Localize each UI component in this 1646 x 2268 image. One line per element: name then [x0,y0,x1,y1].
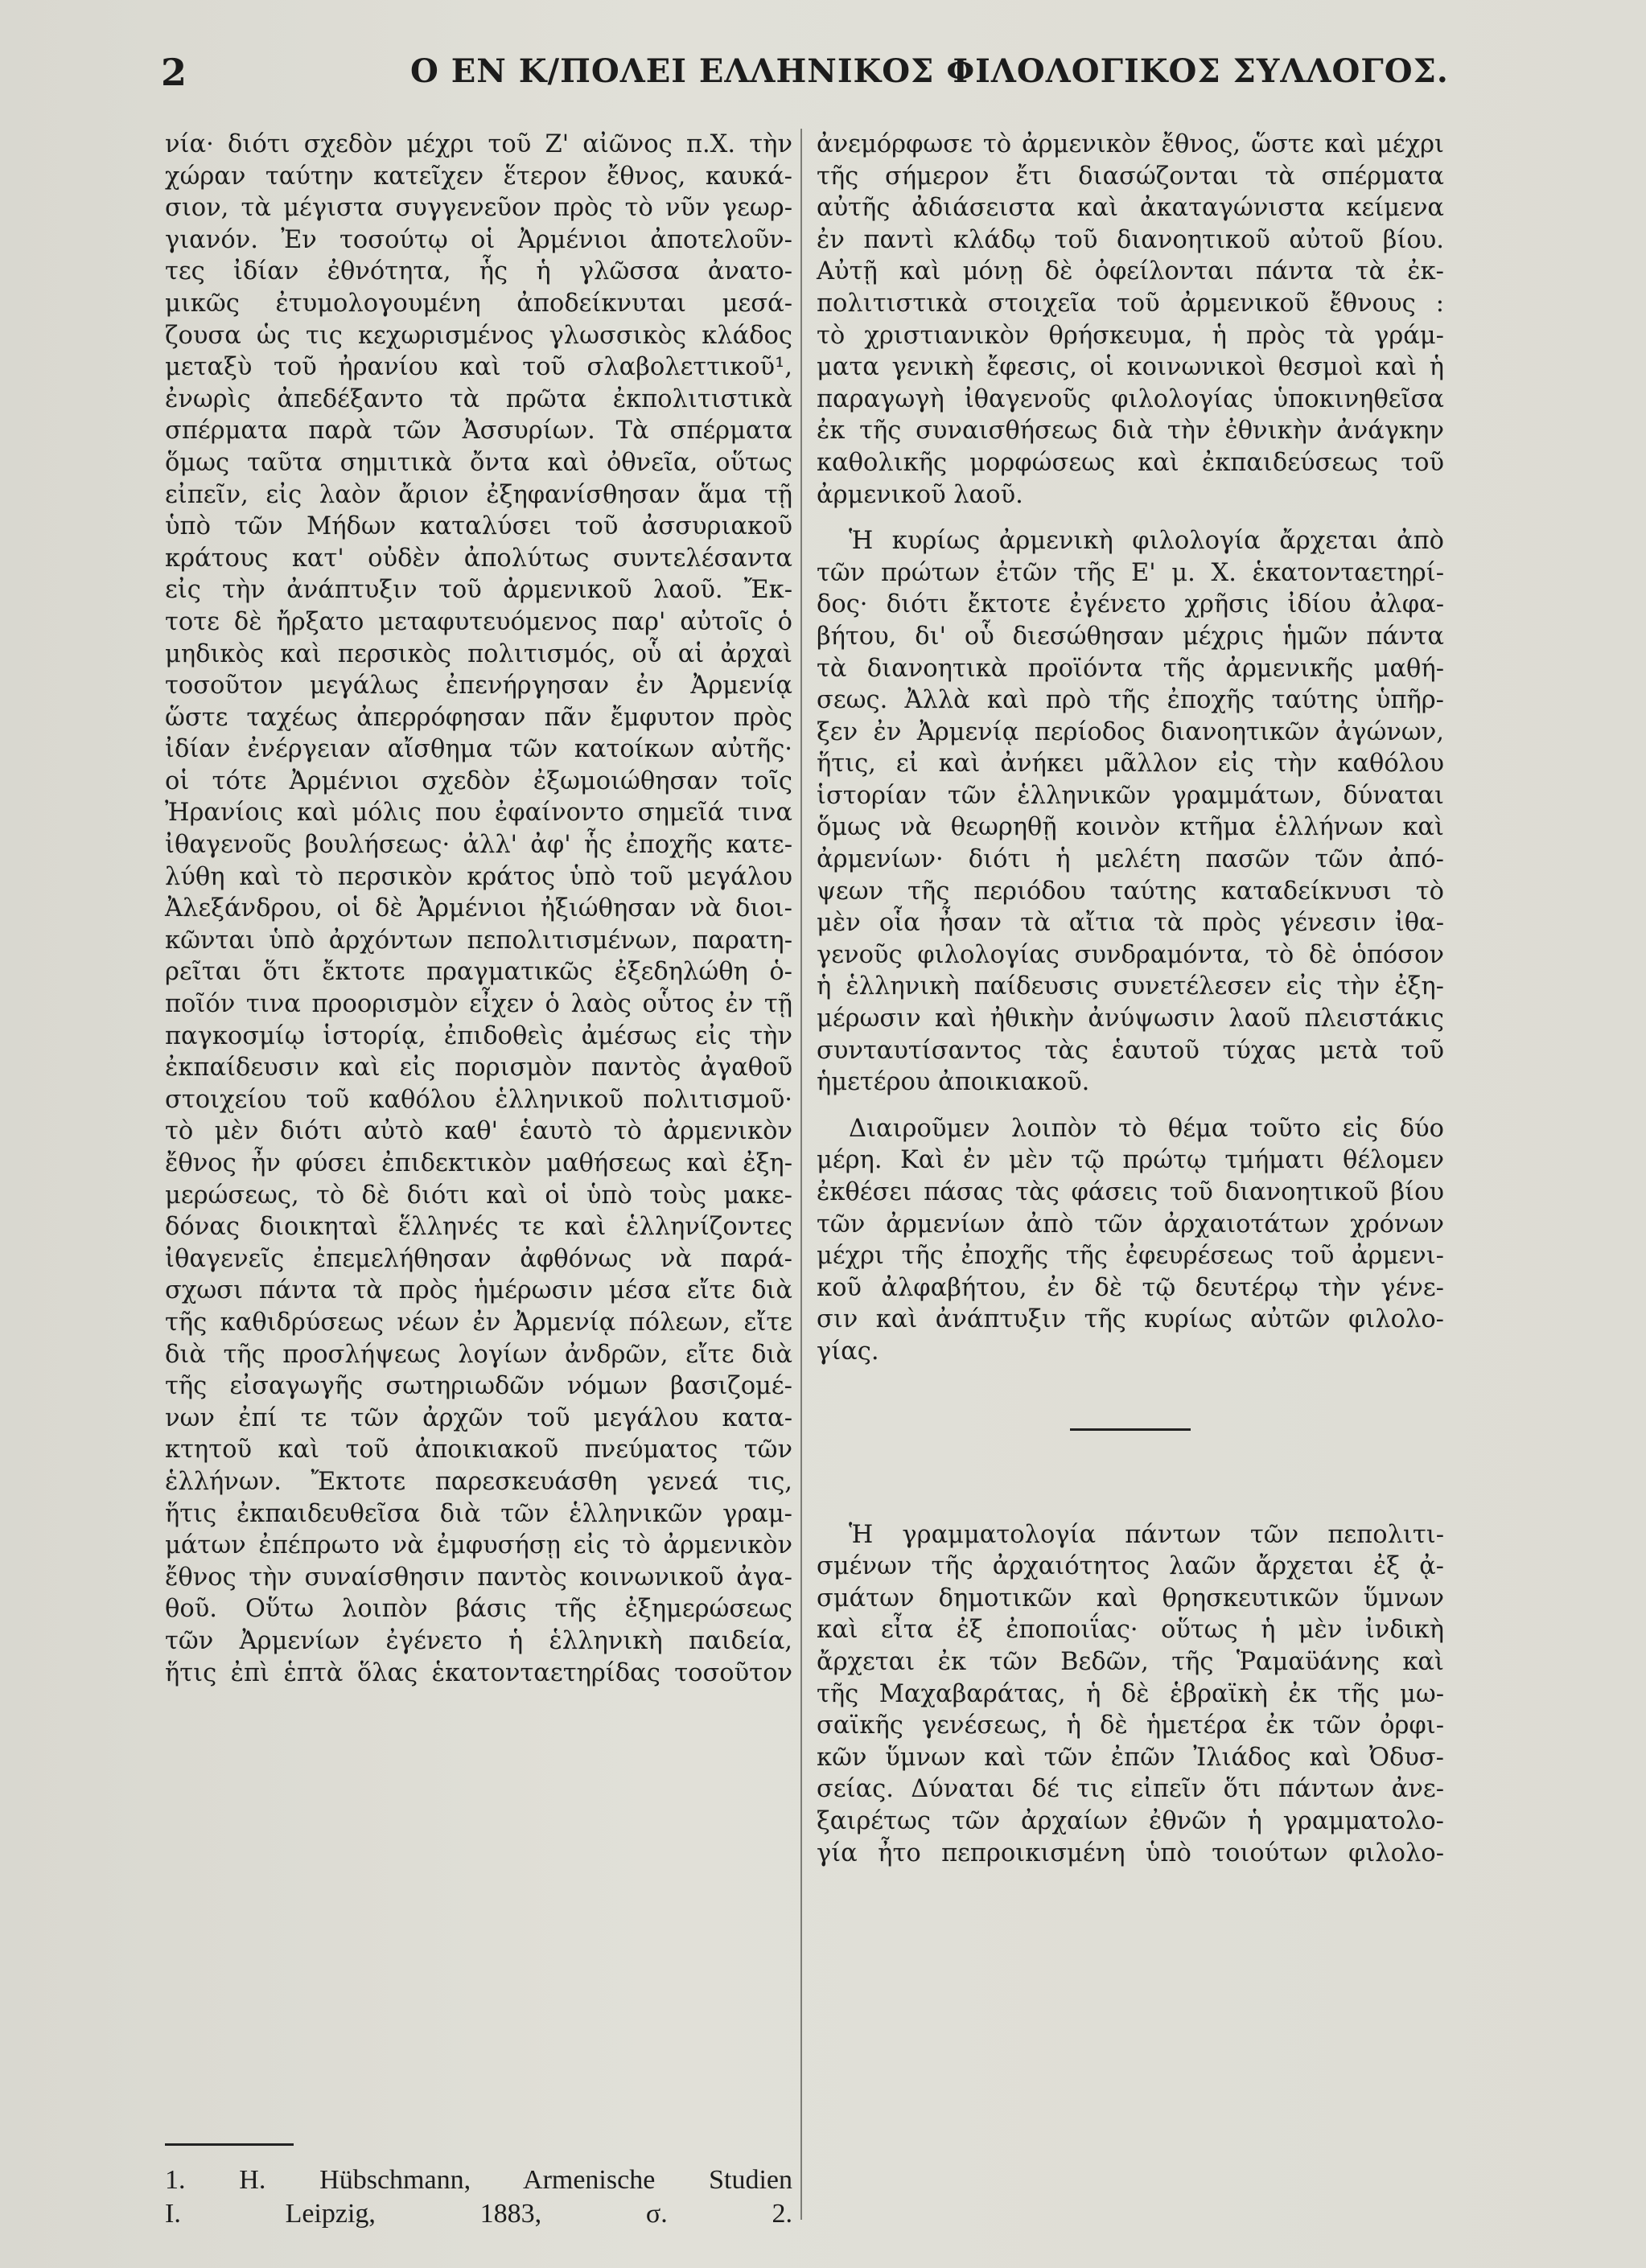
text-line: ψεων τῆς περιόδου ταύτης καταδείκνυσι τὸ [817,877,1444,906]
text-line: ὥστε ταχέως ἀπερρόφησαν πᾶν ἔμφυτον πρὸς [165,703,792,732]
footnote [165,2163,792,2231]
text-line: γία ἦτο πεπροικισμένη ὑπὸ τοιούτων φιλολο- [817,1839,1444,1867]
text-line: αὐτῆς ἀδιάσειστα καὶ ἀκαταγώνιστα κείμενα [817,194,1444,223]
running-head: Ο ΕΝ Κ/ΠΟΛΕΙ ΕΛΛΗΝΙΚΟΣ ΦΙΛΟΛΟΓΙΚΟΣ ΣΥΛΛΟΓΟΣ. [410,52,1449,90]
text-line: παραγωγὴ ἰθαγενοῦς φιλολογίας ὑποκινηθεῖσα [817,384,1444,413]
text-line: γενοῦς φιλολογίας συνδραμόντα, τὸ δὲ ὁπόσον [817,940,1444,969]
text-line: τοσοῦτον μεγάλως ἐπενήργησαν ἐν Ἀρμενίᾳ [165,672,792,701]
text-line: τῶν Ἀρμενίων ἐγένετο ἡ ἑλληνικὴ παιδεία, [165,1626,792,1655]
text-line: μικῶς ἐτυμολογουμένη ἀποδείκνυται μεσά- [165,289,792,318]
text-line: μερώσεως, τὸ δὲ διότι καὶ οἱ ὑπὸ τοὺς μακε- [165,1181,792,1210]
text-line: χώραν ταύτην κατεῖχεν ἕτερον ἔθνος, καυκά- [165,162,792,191]
text-line: γιανόν. Ἐν τοσούτῳ οἱ Ἀρμένιοι ἀποτελοῦν- [165,225,792,254]
text-line: σεως. Ἀλλὰ καὶ πρὸ τῆς ἐποχῆς ταύτης ὑπῆρ- [817,686,1444,715]
text-line: εἰς τὴν ἀνάπτυξιν τοῦ ἀρμενικοῦ λαοῦ. Ἔκ- [165,576,792,605]
text-line: Διαιροῦμεν λοιπὸν τὸ θέμα τοῦτο εἰς δύο [849,1114,1444,1143]
text-line: ὅμως ταῦτα σημιτικὰ ὄντα καὶ ὀθνεῖα, οὕτως [165,448,792,477]
text-line: θοῦ. Οὕτω λοιπὸν βάσις τῆς ἐξημερώσεως [165,1595,792,1624]
text-line: ποῖόν τινα προορισμὸν εἶχεν ὁ λαὸς οὗτος ἐν τῇ [165,990,792,1019]
text-line: τῶν πρώτων ἐτῶν τῆς Ε' μ. Χ. ἑκατονταετηρί- [817,558,1444,587]
text-line: ζουσα ὡς τις κεχωρισμένος γλωσσικὸς κλάδος [165,321,792,350]
text-line: πολιτιστικὰ στοιχεῖα τοῦ ἀρμενικοῦ ἔθνους : [817,289,1444,318]
footnote-divider [165,2143,294,2146]
page-number: 2 [161,51,187,94]
column-divider [800,129,802,2220]
text-line: ἑλλήνων. Ἔκτοτε παρεσκευάσθη γενεά τις, [165,1467,792,1496]
text-line: κτητοῦ καὶ τοῦ ἀποικιακοῦ πνεύματος τῶν [165,1436,792,1465]
text-line: τες ἰδίαν ἐθνότητα, ἧς ἡ γλῶσσα ἀνατο- [165,257,792,286]
text-line: μάτων ἐπέπρωτο νὰ ἐμφυσήσῃ εἰς τὸ ἀρμενικὸν [165,1531,792,1560]
text-line: ρεῖται ὅτι ἔκτοτε πραγματικῶς ἐξεδηλώθη ὁ- [165,958,792,987]
text-line: Αὐτῇ καὶ μόνῃ δὲ ὀφείλονται πάντα τὰ ἐκ- [817,257,1444,286]
text-line: ἰθαγενεῖς ἐπεμελήθησαν ἀφθόνως νὰ παρά- [165,1244,792,1273]
text-line: σπέρματα παρὰ τῶν Ἀσσυρίων. Τὰ σπέρματα [165,417,792,446]
text-line: δος· διότι ἔκτοτε ἐγένετο χρῆσις ἰδίου ἀλφα- [817,590,1444,619]
text-line: σαϊκῆς γενέσεως, ἡ δὲ ἡμετέρα ἐκ τῶν ὀρφι- [817,1711,1444,1740]
text-line: τὰ διανοητικὰ προϊόντα τῆς ἀρμενικῆς μαθή- [817,654,1444,683]
right-column [817,129,1444,1869]
text-line: ἰδίαν ἐνέργειαν αἴσθημα τῶν κατοίκων αὐτῆς· [165,735,792,764]
text-line: τῆς εἰσαγωγῆς σωτηριωδῶν νόμων βασιζομέ- [165,1372,792,1401]
text-line: ἔθνος ἦν φύσει ἐπιδεκτικὸν μαθήσεως καὶ ἐξη- [165,1149,792,1177]
text-line: σιν καὶ ἀνάπτυξιν τῆς κυρίως αὐτῶν φιλολο- [817,1305,1444,1334]
left-column [165,129,792,1689]
text-line: ὅμως νὰ θεωρηθῇ κοινὸν κτῆμα ἑλλήνων καὶ [817,813,1444,842]
text-line: εἰπεῖν, εἰς λαὸν ἄριον ἐξηφανίσθησαν ἅμα τῇ [165,480,792,509]
text-line: ἰθαγενοῦς βουλήσεως· ἀλλ' ἀφ' ἧς ἐποχῆς κατε- [165,831,792,860]
text-line: ἀρμενικοῦ λαοῦ. [817,480,1023,509]
text-line: δόνας διοικηταὶ ἕλληνές τε καὶ ἑλληνίζοντες [165,1213,792,1242]
text-line: τῶν ἀρμενίων ἀπὸ τῶν ἀρχαιοτάτων χρόνων [817,1210,1444,1239]
text-line: μὲν οἷα ἦσαν τὰ αἴτια τὰ πρὸς γένεσιν ἰθα- [817,909,1444,938]
text-line: λύθη καὶ τὸ περσικὸν κράτος ὑπὸ τοῦ μεγάλου [165,862,792,891]
text-line: σχωσι πάντα τὰ πρὸς ἡμέρωσιν μέσα εἴτε διὰ [165,1276,792,1305]
text-line: νία· διότι σχεδὸν μέχρι τοῦ Ζ' αἰῶνος π.Χ. τὴν [165,130,792,158]
text-line: τὸ μὲν διότι αὐτὸ καθ' ἑαυτὸ τὸ ἀρμενικὸν [165,1117,792,1146]
text-line: καὶ εἶτα ἐξ ἐποποιΐας· οὕτως ἡ μὲν ἰνδικὴ [817,1616,1444,1645]
text-line: Ἠρανίοις καὶ μόλις που ἐφαίνοντο σημεῖά τινα [165,799,792,828]
text-line: ματα γενικὴ ἔφεσις, οἱ κοινωνικοὶ θεσμοὶ καὶ ἡ [817,353,1444,382]
text-line: ξαιρέτως τῶν ἀρχαίων ἐθνῶν ἡ γραμματολο- [817,1806,1444,1835]
text-line: σιον, τὰ μέγιστα συγγενεῦον πρὸς τὸ νῦν γεωρ- [165,194,792,223]
text-line: σείας. Δύναται δέ τις εἰπεῖν ὅτι πάντων ἀνε- [817,1775,1444,1804]
text-line: κῶν ὕμνων καὶ τῶν ἐπῶν Ἰλιάδος καὶ Ὀδυσ- [817,1743,1444,1772]
text-line: ξεν ἐν Ἀρμενίᾳ περίοδος διανοητικῶν ἀγώνων, [817,717,1444,746]
paragraph [817,1113,1444,1368]
paragraph-gap [817,1099,1444,1113]
text-line: κοῦ ἀλφαβήτου, ἐν δὲ τῷ δευτέρῳ τὴν γένε- [817,1273,1444,1302]
page-header [161,44,1449,101]
paragraph [817,129,1444,511]
text-line: ἱστορίαν τῶν ἑλληνικῶν γραμμάτων, δύναται [817,781,1444,810]
text-line: ἐνωρὶς ἀπεδέξαντο τὰ πρῶτα ἐκπολιτιστικὰ [165,384,792,413]
text-line: ἡμετέρου ἀποικιακοῦ. [817,1068,1090,1097]
text-line: μέχρι τῆς ἐποχῆς τῆς ἐφευρέσεως τοῦ ἀρμενι- [817,1242,1444,1271]
text-line: I. Leipzig, 1883, σ. 2. [165,2199,792,2229]
text-line: οἱ τότε Ἀρμένιοι σχεδὸν ἐξωμοιώθησαν τοῖς [165,766,792,795]
text-line: κράτους κατ' οὐδὲν ἀπολύτως συντελέσαντα [165,544,792,573]
text-line: ἥτις, εἰ καὶ ἀνήκει μᾶλλον εἰς τὴν καθόλου [817,750,1444,779]
text-line: ἔθνος τὴν συναίσθησιν παντὸς κοινωνικοῦ ἀγα- [165,1563,792,1592]
text-line: ἐκθέσει πάσας τὰς φάσεις τοῦ διανοητικοῦ βίου [817,1178,1444,1206]
text-line: ἐκπαίδευσιν καὶ εἰς πορισμὸν παντὸς ἀγαθοῦ [165,1054,792,1083]
text-line: τοτε δὲ ἤρξατο μεταφυτευόμενος παρ' αὐτοῖς ὁ [165,607,792,636]
text-line: τῆς καθιδρύσεως νέων ἐν Ἀρμενίᾳ πόλεων, εἴτε [165,1308,792,1337]
text-line: καθολικῆς μορφώσεως καὶ ἐκπαιδεύσεως τοῦ [817,448,1444,477]
text-line: ἀνεμόρφωσε τὸ ἀρμενικὸν ἔθνος, ὥστε καὶ μέχρι [817,130,1444,158]
text-line: σμένων τῆς ἀρχαιότητος λαῶν ἄρχεται ἐξ ᾀ- [817,1552,1444,1581]
text-line: τὸ χριστιανικὸν θρήσκευμα, ἡ πρὸς τὰ γράμ- [817,321,1444,350]
text-line: γίας. [817,1337,879,1366]
text-line: μηδικὸς καὶ περσικὸς πολιτισμός, οὗ αἱ ἀρχαὶ [165,639,792,668]
paragraph-gap [817,511,1444,525]
text-line: διὰ τῆς προσλήψεως λογίων ἀνδρῶν, εἴτε διὰ [165,1340,792,1369]
text-line: Ἡ γραμματολογία πάντων τῶν πεπολιτι- [849,1520,1444,1549]
paragraph [817,525,1444,1099]
text-line: παγκοσμίῳ ἱστορίᾳ, ἐπιδοθεὶς ἀμέσως εἰς τὴν [165,1021,792,1050]
text-line: τῆς σήμερον ἔτι διασώζονται τὰ σπέρματα [817,162,1444,191]
text-line: ὑπὸ τῶν Μήδων καταλύσει τοῦ ἀσσυριακοῦ [165,512,792,541]
text-line: ἐν παντὶ κλάδῳ τοῦ διανοητικοῦ αὐτοῦ βίου. [817,225,1444,254]
text-line: ἄρχεται ἐκ τῶν Βεδῶν, τῆς Ῥαμαϋάνης καὶ [817,1647,1444,1676]
text-line: μέρωσιν καὶ ἠθικὴν ἀνύψωσιν λαοῦ πλειστάκις [817,1005,1444,1033]
text-line: ἐκ τῆς συναισθήσεως διὰ τὴν ἐθνικὴν ἀνάγκην [817,417,1444,446]
text-line: στοιχείου τοῦ καθόλου ἑλληνικοῦ πολιτισμοῦ· [165,1085,792,1114]
text-line: νων ἐπί τε τῶν ἀρχῶν τοῦ μεγάλου κατα- [165,1403,792,1432]
text-line: ἥτις ἐπὶ ἑπτὰ ὅλας ἑκατονταετηρίδας τοσοῦτον [165,1658,792,1687]
text-line: συνταυτίσαντος τὰς ἑαυτοῦ τύχας μετὰ τοῦ [817,1036,1444,1065]
text-line: τῆς Μαχαβαράτας, ἡ δὲ ἑβραϊκὴ ἐκ τῆς μω- [817,1679,1444,1708]
section-divider [1070,1428,1191,1431]
text-line: Ἀλεξάνδρου, οἱ δὲ Ἀρμένιοι ἠξιώθησαν νὰ διοι- [165,894,792,923]
text-line: 1. H. Hübschmann, Armenische Studien [165,2165,792,2195]
text-line: κῶνται ὑπὸ ἀρχόντων πεπολιτισμένων, παρατη- [165,926,792,955]
text-line: ἡ ἑλληνικὴ παίδευσις συνετέλεσεν εἰς τὴν ἐξη- [817,972,1444,1001]
paragraph [817,1519,1444,1870]
text-line: μέρη. Καὶ ἐν μὲν τῷ πρώτῳ τμήματι θέλομεν [817,1146,1444,1175]
text-line: βήτου, δι' οὗ διεσώθησαν μέχρις ἡμῶν πάντα [817,622,1444,651]
text-line: ἥτις ἐκπαιδευθεῖσα διὰ τῶν ἑλληνικῶν γραμ- [165,1499,792,1528]
text-line: σμάτων δημοτικῶν καὶ θρησκευτικῶν ὕμνων [817,1584,1444,1613]
text-line: ἀρμενίων· διότι ἡ μελέτη πασῶν τῶν ἀπό- [817,845,1444,874]
text-line: μεταξὺ τοῦ ἠρανίου καὶ τοῦ σλαβολεττικοῦ¹, [165,353,792,382]
text-line: Ἡ κυρίως ἀρμενικὴ φιλολογία ἄρχεται ἀπὸ [849,527,1444,556]
